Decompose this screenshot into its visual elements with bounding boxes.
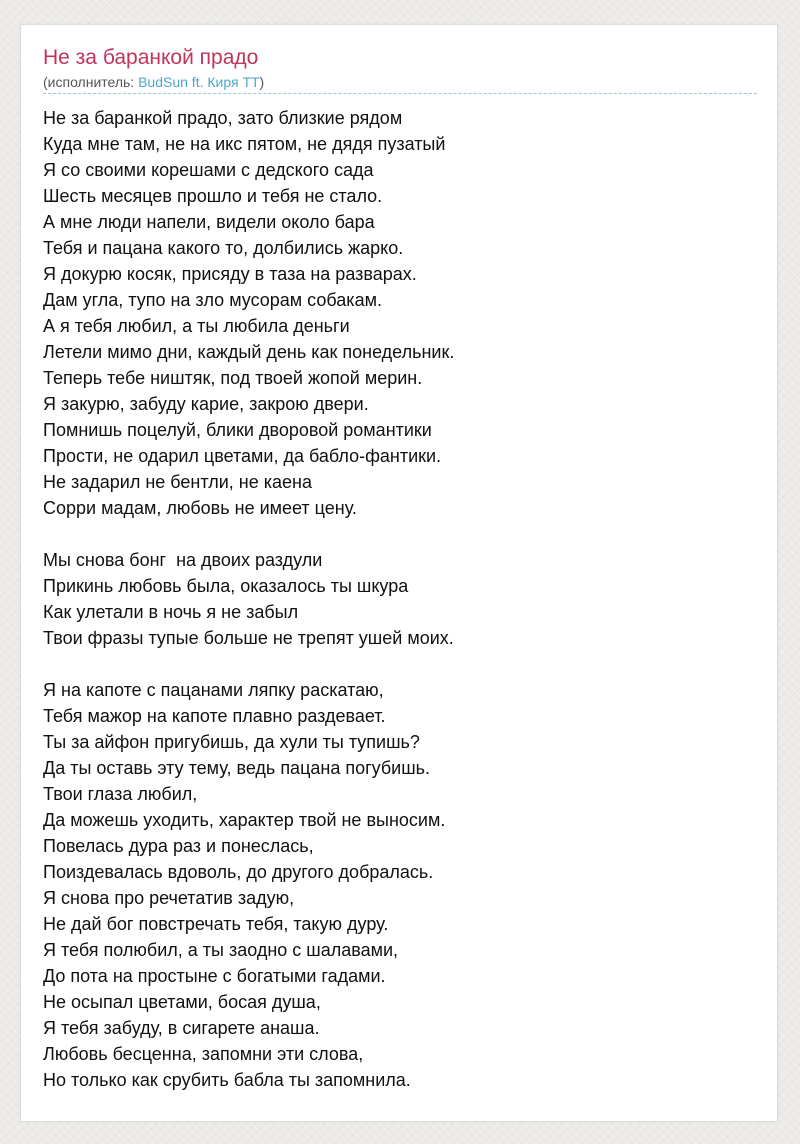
lyric-line: Да ты оставь эту тему, ведь пацана погубишь.	[43, 758, 431, 778]
lyric-line: Твои глаза любил,	[43, 784, 198, 804]
lyric-line: А мне люди напели, видели около бара	[43, 212, 375, 232]
performer-link[interactable]: BudSun ft. Киря ТТ	[138, 74, 260, 90]
lyric-line: Шесть месяцев прошло и тебя не стало.	[43, 186, 383, 206]
lyric-line: Не за баранкой прадо, зато близкие рядом	[43, 108, 403, 128]
lyric-line: Тебя мажор на капоте плавно раздевает.	[43, 706, 386, 726]
lyric-line: Прикинь любовь была, оказалось ты шкура	[43, 576, 409, 596]
stanza-break	[43, 521, 763, 547]
lyric-line: Прости, не одарил цветами, да бабло-фантики.	[43, 446, 442, 466]
lyric-line: Я закурю, забуду карие, закрою двери.	[43, 394, 369, 414]
lyric-line: Я тебя полюбил, а ты заодно с шалавами,	[43, 940, 399, 960]
lyric-line: Поиздевалась вдоволь, до другого добралась.	[43, 862, 434, 882]
lyric-line: Я докурю косяк, присяду в таза на разварах.	[43, 264, 417, 284]
lyric-line: Теперь тебе ништяк, под твоей жопой мерин.	[43, 368, 423, 388]
divider	[43, 93, 757, 94]
performer-close: )	[259, 74, 265, 90]
lyric-line: Ты за айфон пригубишь, да хули ты тупишь?	[43, 732, 420, 752]
lyric-line: Я со своими корешами с дедского сада	[43, 160, 374, 180]
lyric-line: Да можешь уходить, характер твой не выносим.	[43, 810, 446, 830]
lyric-line: Твои фразы тупые больше не трепят ушей моих.	[43, 628, 454, 648]
lyric-line: Не задарил не бентли, не каена	[43, 472, 312, 492]
lyric-line: Летели мимо дни, каждый день как понедельник.	[43, 342, 455, 362]
lyric-line: Тебя и пацана какого то, долбились жарко.	[43, 238, 404, 258]
lyric-line: До пота на простыне с богатыми гадами.	[43, 966, 386, 986]
lyric-line: Сорри мадам, любовь не имеет цену.	[43, 498, 357, 518]
song-title: Не за баранкой прадо	[43, 46, 259, 69]
lyric-line: А я тебя любил, а ты любила деньги	[43, 316, 350, 336]
lyric-line: Как улетали в ночь я не забыл	[43, 602, 299, 622]
lyrics-card	[20, 24, 778, 1122]
lyric-line: Я тебя забуду, в сигарете анаша.	[43, 1018, 320, 1038]
lyrics-text	[43, 105, 763, 1093]
performer-label: (исполнитель:	[43, 74, 139, 90]
lyric-line: Я на капоте с пацанами ляпку раскатаю,	[43, 680, 384, 700]
lyric-line: Помнишь поцелуй, блики дворовой романтики	[43, 420, 432, 440]
lyric-line: Любовь бесценна, запомни эти слова,	[43, 1044, 364, 1064]
lyric-line: Но только как срубить бабла ты запомнила.	[43, 1070, 411, 1090]
lyric-line: Дам угла, тупо на зло мусорам собакам.	[43, 290, 382, 310]
lyric-line: Не дай бог повстречать тебя, такую дуру.	[43, 914, 389, 934]
stanza-break	[43, 651, 763, 677]
lyric-line: Мы снова бонг на двоих раздули	[43, 550, 323, 570]
lyric-line: Куда мне там, не на икс пятом, не дядя пузатый	[43, 134, 446, 154]
lyric-line: Повелась дура раз и понеслась,	[43, 836, 314, 856]
performer-line	[43, 73, 264, 91]
lyric-line: Не осыпал цветами, босая душа,	[43, 992, 321, 1012]
lyric-line: Я снова про речетатив задую,	[43, 888, 295, 908]
